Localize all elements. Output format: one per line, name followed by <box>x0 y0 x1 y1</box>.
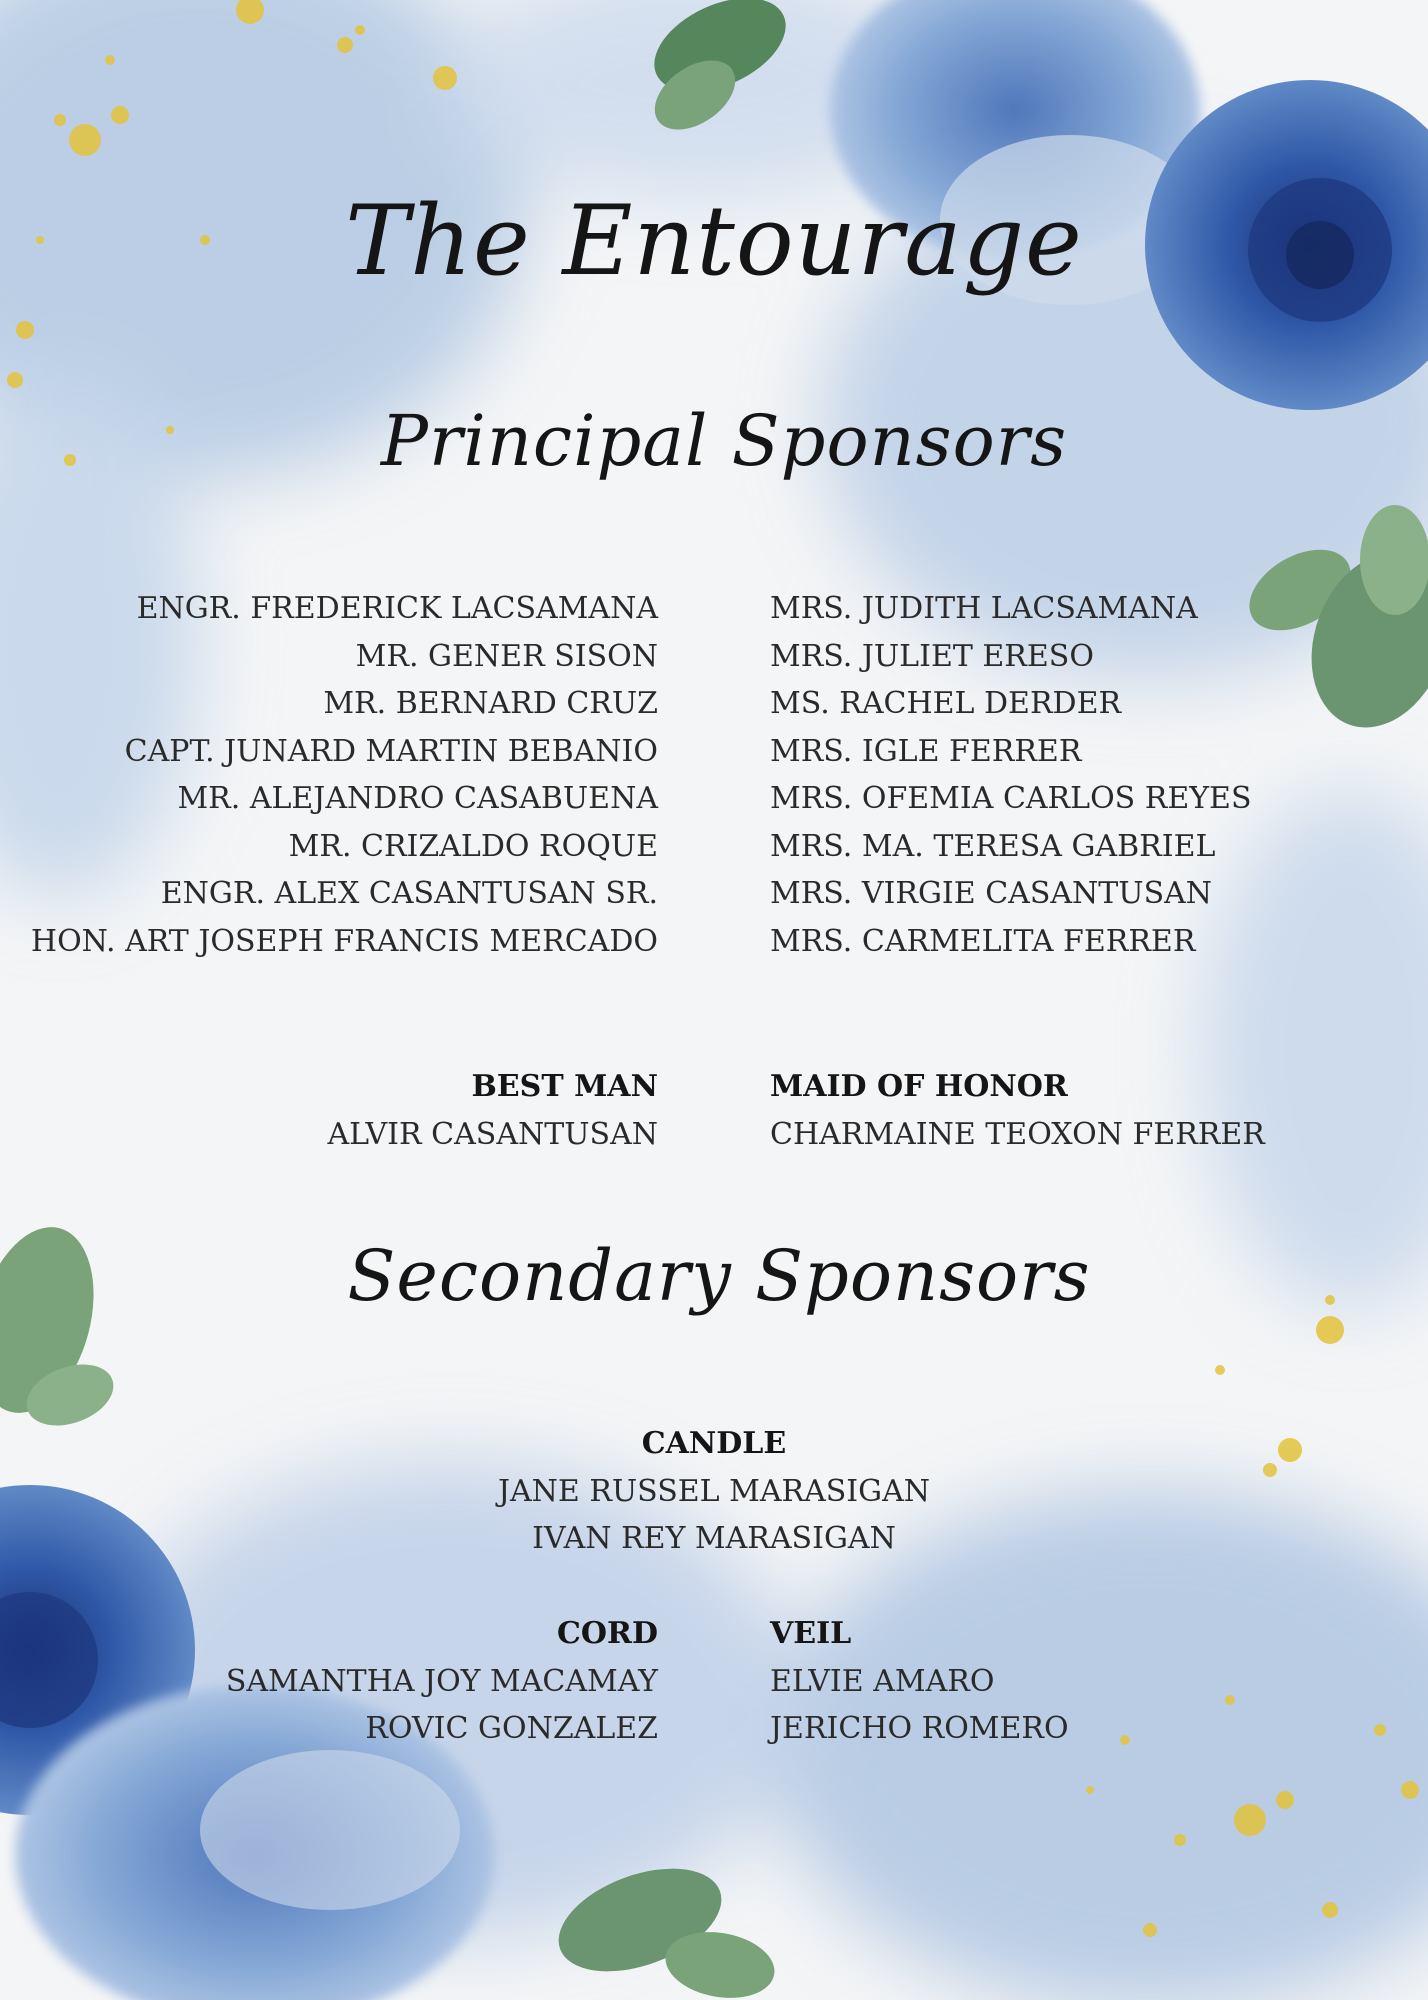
sponsor-name: MRS. VIRGIE CASANTUSAN <box>770 876 1213 911</box>
veil-role: VEIL <box>770 1616 852 1651</box>
candle-role: CANDLE <box>641 1426 787 1461</box>
best-man-name: ALVIR CASANTUSAN <box>327 1116 658 1152</box>
main-title: The Entourage <box>345 185 1083 297</box>
candle-sponsor-name: JANE RUSSEL MARASIGAN <box>497 1473 931 1509</box>
maid-of-honor-block <box>770 1063 1265 1158</box>
cord-role: CORD <box>557 1616 658 1651</box>
principal-sponsors-heading: Principal Sponsors <box>380 400 1068 482</box>
sponsor-name: HON. ART JOSEPH FRANCIS MERCADO <box>30 923 658 959</box>
principal-sponsors-left-list <box>31 585 658 965</box>
sponsor-name: MR. GENER SISON <box>355 638 658 674</box>
cord-block <box>226 1610 658 1753</box>
sponsor-name: MRS. MA. TERESA GABRIEL <box>770 828 1216 864</box>
candle-sponsor-name: IVAN REY MARASIGAN <box>532 1521 896 1556</box>
sponsor-name: MR. CRIZALDO ROQUE <box>288 828 658 864</box>
veil-block <box>770 1610 1069 1753</box>
cord-sponsor-name: ROVIC GONZALEZ <box>365 1711 658 1746</box>
candle-block <box>0 1420 1428 1563</box>
sponsor-name: MRS. IGLE FERRER <box>770 733 1082 769</box>
cord-sponsor-name: SAMANTHA JOY MACAMAY <box>225 1663 658 1699</box>
sponsor-name: MR. BERNARD CRUZ <box>323 686 658 721</box>
principal-sponsors-right-list <box>770 585 1252 965</box>
veil-sponsor-name: ELVIE AMARO <box>770 1663 995 1699</box>
sponsor-name: MRS. CARMELITA FERRER <box>770 923 1196 959</box>
maid-of-honor-role: MAID OF HONOR <box>770 1069 1068 1104</box>
veil-sponsor-name: JERICHO ROMERO <box>770 1711 1069 1746</box>
best-man-block <box>327 1063 658 1158</box>
sponsor-name: MS. RACHEL DERDER <box>770 686 1122 721</box>
sponsor-name: MRS. JUDITH LACSAMANA <box>770 591 1198 626</box>
sponsor-name: CAPT. JUNARD MARTIN BEBANIO <box>124 733 658 769</box>
best-man-role: BEST MAN <box>471 1069 658 1104</box>
sponsor-name: ENGR. ALEX CASANTUSAN SR. <box>160 876 658 911</box>
sponsor-name: ENGR. FREDERICK LACSAMANA <box>136 591 658 626</box>
sponsor-name: MRS. JULIET ERESO <box>770 638 1094 674</box>
secondary-sponsors-heading: Secondary Sponsors <box>347 1235 1091 1317</box>
maid-of-honor-name: CHARMAINE TEOXON FERRER <box>770 1116 1265 1152</box>
sponsor-name: MRS. OFEMIA CARLOS REYES <box>770 781 1252 816</box>
sponsor-name: MR. ALEJANDRO CASABUENA <box>177 781 658 816</box>
